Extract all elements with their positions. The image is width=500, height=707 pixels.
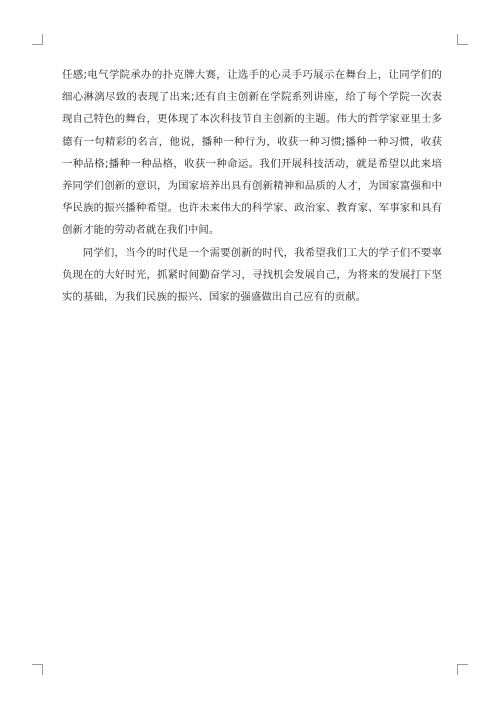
corner-mark-bottom-left <box>32 664 43 675</box>
corner-mark-top-right <box>457 34 468 45</box>
corner-mark-top-left <box>32 34 43 45</box>
corner-mark-bottom-right <box>457 664 468 675</box>
document-body <box>62 64 442 308</box>
body-paragraph-2: 同学们，当今的时代是一个需要创新的时代，我希望我们工大的学子们不要辜负现在的大好时光，抓紧时间勤奋学习，寻找机会发展自己，为将来的发展打下坚实的基础，为我们民族的振兴、国家的强盛做出自己应有的贡献。 <box>62 246 442 304</box>
body-paragraph-1: 任感;电气学院承办的扑克牌大赛，让选手的心灵手巧展示在舞台上，让同学们的细心淋漓尽致的表现了出来;还有自主创新在学院系列讲座，给了每个学院一次表现自己特色的舞台，更体现了本次科技节自主创新的主题。伟大的哲学家亚里士多德有一句精彩的名言，他说，播种一种行为，收获一种习惯;播种一种习惯，收获一种品格;播种一种品格，收获一种命运。我们开展科技活动，就是希望以此来培养同学们创新的意识，为国家培养出具有创新精神和品质的人才，为国家富强和中华民族的振兴播种希望。也许未来伟大的科学家、政治家、教育家、军事家和具有创新才能的劳动者就在我们中间。 <box>62 69 442 237</box>
